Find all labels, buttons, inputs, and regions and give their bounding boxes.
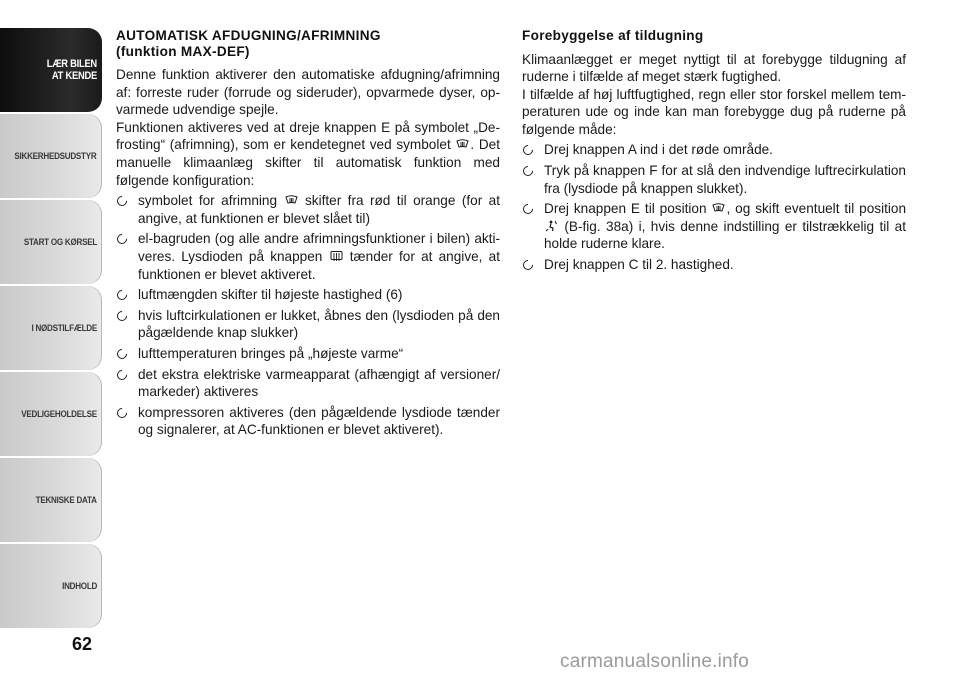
list-item (116, 404, 500, 439)
left-column (116, 28, 500, 439)
tab-label: START OG KØRSEL (23, 236, 97, 248)
tab-sikkerhedsudstyr[interactable] (0, 114, 102, 198)
bullet-icon (115, 309, 129, 323)
paragraph: Klimaanlægget er meget nyttigt til at forebygge tildugning af ruderne i tilfælde af meget stærk fugtighed. (522, 51, 906, 85)
list-item (116, 286, 500, 304)
list-item (116, 192, 500, 227)
text-run: tænder for at angive, at funktionen er blevet aktiveret. (138, 248, 500, 282)
text-run: Tryk på knappen F for at slå den indvendige luftrecirkulation fra (lysdiode på knappen slukket). (544, 163, 906, 196)
list-item (522, 200, 906, 253)
text-run: Drej knappen C til 2. hastighed. (544, 257, 734, 273)
heading-line-2: (funktion MAX-DEF) (116, 43, 250, 59)
tab-label: VEDLIGEHOLDELSE (21, 408, 97, 420)
steps-list (522, 141, 906, 273)
tab-tekniske-data[interactable] (0, 458, 102, 542)
list-item (116, 230, 500, 283)
chapter-sidebar (0, 28, 102, 630)
text-run: kompressoren aktiveres (den pågældende lysdiode tænder og signalerer, at AC-funktionen er blevet aktiveret). (138, 404, 500, 438)
tab-i-nodstilfaelde[interactable] (0, 286, 102, 370)
tab-label: TEKNISKE DATA (35, 494, 97, 506)
list-item (116, 366, 500, 401)
paragraph: Denne funktion aktiverer den automatiske afdugning/afrimning af: forreste ruder (forrude og sideruder), opvarmede dyser, op-varmede udvendige spejle. (116, 67, 500, 118)
configuration-list (116, 192, 500, 439)
watermark: carmanualsonline.info (560, 651, 750, 672)
text-run: Funktionen aktiveres ved at dreje knappen E på symbolet „De-frosting“ (afrimning), som er kendetegnet ved symbolet (116, 119, 500, 153)
text-run: . Det manuelle klimaanlæg skifter til automatisk funktion med følgende konfiguration: (116, 137, 500, 188)
text-run: el-bagruden (og alle andre afrimningsfunktioner i bilen) akti-veres. Lysdioden på knappen (138, 231, 500, 264)
bullet-icon (115, 288, 129, 302)
text-run: (B-fig. 38a) i, hvis denne indstilling er tilstrækkelig til at holde ruderne klare. (544, 218, 907, 252)
tab-indhold[interactable] (0, 544, 102, 628)
feet-windshield-airflow-icon (545, 220, 558, 232)
windshield-defrost-icon (712, 202, 725, 214)
tab-label: I NØDSTILFÆLDE (31, 322, 97, 334)
rear-window-defrost-icon (330, 250, 343, 262)
list-item (522, 141, 906, 159)
section-heading-fog-prevention: Forebyggelse af tildugning (522, 28, 704, 43)
bullet-icon (521, 258, 535, 272)
text-run: skifter fra rød til orange (for at angive, at funktionen er blevet slået til) (138, 193, 501, 226)
section-heading-max-def (116, 28, 500, 59)
tab-label: LÆR BILEN AT KENDE (46, 58, 97, 82)
text-run: symbolet for afrimning (138, 193, 278, 209)
bullet-icon (521, 143, 535, 157)
text-run: , og skift eventuelt til position (726, 201, 907, 217)
bullet-icon (115, 347, 129, 361)
bullet-icon (115, 232, 129, 246)
bullet-icon (115, 194, 129, 208)
tab-label: SIKKERHEDSUDSTYR (14, 150, 97, 162)
bullet-icon (521, 202, 535, 216)
tab-vedligeholdelse[interactable] (0, 372, 102, 456)
text-run: hvis luftcirkulationen er lukket, åbnes den (lysdioden på den pågældende knap slukker) (138, 307, 500, 341)
page-number: 62 (72, 634, 93, 654)
list-item (116, 345, 500, 363)
list-item (522, 162, 906, 197)
tab-start-og-korsel[interactable] (0, 200, 102, 284)
bullet-icon (521, 164, 535, 178)
list-item (116, 307, 500, 342)
tab-laer-bilen-at-kende[interactable] (0, 28, 102, 112)
text-run: det ekstra elektriske varmeapparat (afhængigt af versioner/ markeder) aktiveres (138, 366, 500, 400)
windshield-defrost-icon (456, 138, 469, 150)
text-run: luftmængden skifter til højeste hastighed (6) (138, 287, 403, 303)
text-run: lufttemperaturen bringes på „højeste varme“ (138, 345, 404, 361)
text-run: Drej knappen E til position (544, 201, 707, 217)
paragraph (116, 119, 500, 189)
paragraph: I tilfælde af høj luftfugtighed, regn eller stor forskel mellem tem-peraturen ude og inde kan man forebygge dug på ruderne på følgende måde: (522, 86, 906, 137)
windshield-defrost-icon (285, 194, 298, 206)
heading-line-1: AUTOMATISK AFDUGNING/AFRIMNING (116, 28, 381, 43)
list-item (522, 256, 906, 274)
tab-label: INDHOLD (61, 580, 97, 592)
bullet-icon (115, 367, 129, 381)
text-run: Drej knappen A ind i det røde område. (544, 142, 773, 158)
right-column (522, 28, 906, 274)
bullet-icon (115, 406, 129, 420)
